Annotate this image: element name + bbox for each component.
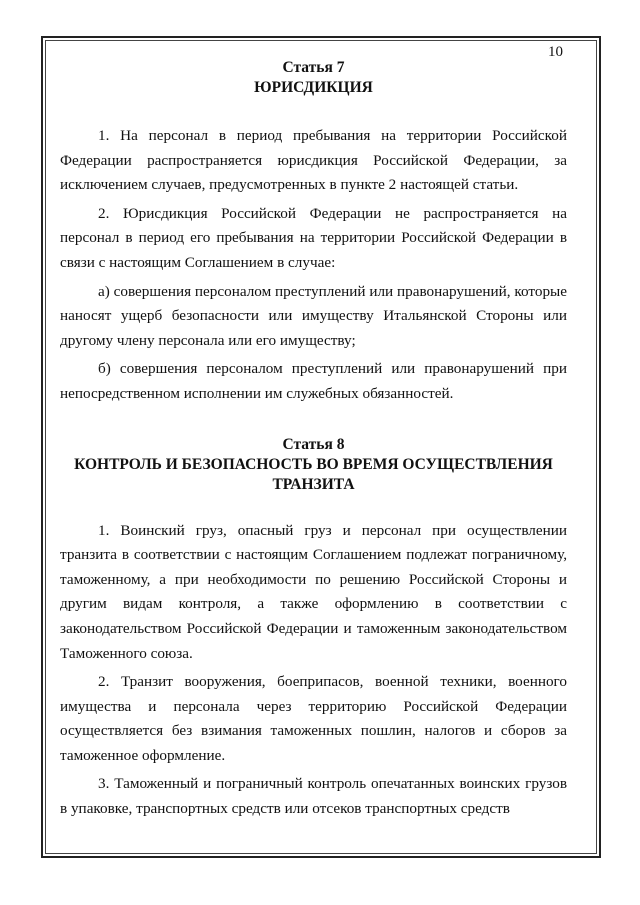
article-8-title: КОНТРОЛЬ И БЕЗОПАСНОСТЬ ВО ВРЕМЯ ОСУЩЕСТВЛЕНИЯ ТРАНЗИТА — [74, 455, 553, 493]
article-7-heading — [60, 58, 567, 98]
article-7-number: Статья 7 — [282, 59, 345, 76]
article-7-subpoint-b: б) совершения персоналом преступлений или правонарушений при непосредственном исполнении им служебных обязанностей. — [60, 360, 567, 402]
page-number: 10 — [548, 44, 563, 60]
article-8-paragraph-2: 2. Транзит вооружения, боеприпасов, военной техники, военного имущества и персонала через территорию Российской Федерации осуществляется без взимания таможенных пошлин, налогов и сборов за таможенное оформление. — [60, 673, 567, 764]
article-8-number: Статья 8 — [282, 435, 345, 453]
article-7-paragraph-2: 2. Юрисдикция Российской Федерации не распространяется на персонал в период его пребывания на территории Российской Федерации в связи с настоящим Соглашением в случае: — [60, 204, 567, 271]
article-7-subpoint-a: а) совершения персоналом преступлений или правонарушений, которые наносят ущерб безопасности или имуществу Итальянской Стороны или другому члену персонала или его имуществу; — [60, 282, 567, 349]
article-8-paragraph-3: 3. Таможенный и пограничный контроль опечатанных воинских грузов в упаковке, транспортных средств или отсеков транспортных средств — [60, 775, 567, 818]
document-body — [60, 58, 567, 822]
article-7-paragraph-1: 1. На персонал в период пребывания на территории Российской Федерации распространяется юрисдикция Российской Федерации, за исключением случаев, предусмотренных в пункте 2 настоящей статьи. — [60, 127, 567, 194]
article-8-heading — [60, 435, 567, 495]
article-7-title: ЮРИСДИКЦИЯ — [254, 79, 373, 96]
article-8-paragraph-1: 1. Воинский груз, опасный груз и персонал при осуществлении транзита в соответствии с настоящим Соглашением подлежат пограничному, таможенному, а при необходимости по решению Российской Стороны и другим видам контроля, а также оформлению в соответствии с законодательством Российской Федерации и таможенным законодательством Таможенного союза. — [60, 521, 567, 662]
